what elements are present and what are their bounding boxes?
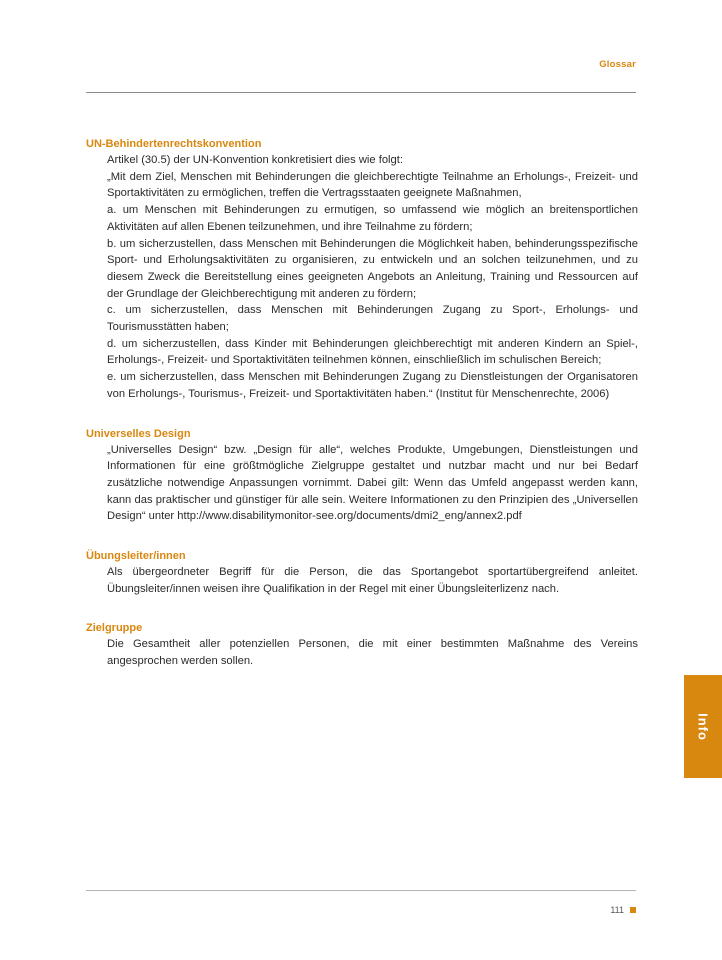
definition-paragraph: d. um sicherzustellen, dass Kinder mit Behinderungen gleichberechtigt mit anderen Kindern an Spiel-, Erholungs-, Freizeit- und Sportaktivitäten teilnehmen können, einschließlich im schulischen Bereich; bbox=[107, 337, 638, 367]
glossary-entry bbox=[86, 548, 638, 597]
glossary-term: Zielgruppe bbox=[86, 622, 143, 635]
glossary-term: Universelles Design bbox=[86, 427, 191, 440]
glossary-entry bbox=[86, 426, 638, 526]
glossary-definition bbox=[107, 636, 638, 669]
definition-paragraph: Als übergeordneter Begriff für die Person, die das Sportangebot sportartübergreifend anleitet. Übungsleiter/innen weisen ihre Qualifikation in der Regel mit einer Übungsleiterlizenz nach. bbox=[107, 566, 638, 595]
glossary-content bbox=[86, 136, 638, 693]
definition-paragraph: b. um sicherzustellen, dass Menschen mit Behinderungen die Möglichkeit haben, behinderungsspezifische Sport- und Erholungsaktivitäten zu organisieren, zu entwickeln und an solchen teilzunehmen, und zu diesem Zweck die Bereitstellung eines geeigneten Angebots an Anleitung, Training und Ressourcen auf der Grundlage der Gleichberechtigung mit anderen zu fördern; bbox=[107, 237, 638, 300]
glossary-definition bbox=[107, 442, 638, 526]
page-footer bbox=[610, 905, 636, 915]
definition-paragraph: „Mit dem Ziel, Menschen mit Behinderungen die gleichberechtigte Teilnahme an Erholungs-, Freizeit- und Sportaktivitäten zu ermöglichen, treffen die Vertragsstaaten geeignete Maßnahmen, bbox=[107, 170, 638, 200]
definition-paragraph: „Universelles Design“ bzw. „Design für alle“, welches Produkte, Umgebungen, Dienstleistungen und Informationen für eine größtmögliche Zielgruppe gestaltet und nutzbar macht und nur bei Bedarf zusätzliche notwendige Anpassungen vornimmt. Dabei gilt: Wenn das Umfeld angepasst werden kann, kann das praktischer und günstiger für alle sein. Weitere Informationen zu den Prinzipien des „Universellen Design“ unter http://www.disabilitymonitor-see.org/documents/dmi2_eng/annex2.pdf bbox=[107, 443, 638, 523]
glossary-term: Übungsleiter/innen bbox=[86, 550, 186, 563]
section-tab bbox=[684, 675, 722, 778]
running-head: Glossar bbox=[599, 59, 636, 70]
glossary-entry bbox=[86, 136, 638, 403]
glossary-entry bbox=[86, 620, 638, 669]
definition-paragraph: Die Gesamtheit aller potenziellen Personen, die mit einer bestimmten Maßnahme des Vereins angesprochen werden sollen. bbox=[107, 638, 638, 668]
glossary-definition bbox=[107, 564, 638, 597]
header-divider bbox=[86, 92, 636, 93]
glossary-term: UN-Behindertenrechtskonvention bbox=[86, 138, 262, 150]
footer-divider bbox=[86, 890, 636, 891]
square-marker-icon bbox=[630, 907, 636, 913]
definition-paragraph: a. um Menschen mit Behinderungen zu ermutigen, so umfassend wie möglich an breitensportlichen Aktivitäten auf allen Ebenen teilzunehmen, und ihre Teilnahme zu fördern; bbox=[107, 204, 638, 233]
page-number: 111 bbox=[610, 905, 624, 915]
definition-paragraph: Artikel (30.5) der UN-Konvention konkretisiert dies wie folgt: bbox=[107, 154, 403, 166]
glossary-definition bbox=[107, 152, 638, 403]
definition-paragraph: c. um sicherzustellen, dass Menschen mit Behinderungen Zugang zu Sport-, Erholungs- und Tourismusstätten haben; bbox=[107, 304, 638, 334]
section-tab-label: Info bbox=[695, 712, 711, 741]
definition-paragraph: e. um sicherzustellen, dass Menschen mit Behinderungen Zugang zu Dienstleistungen der Organisatoren von Erholungs-, Tourismus-, Freizeit- und Sportaktivitäten haben.“ (Institut für Menschenrechte, 2006) bbox=[107, 371, 638, 400]
